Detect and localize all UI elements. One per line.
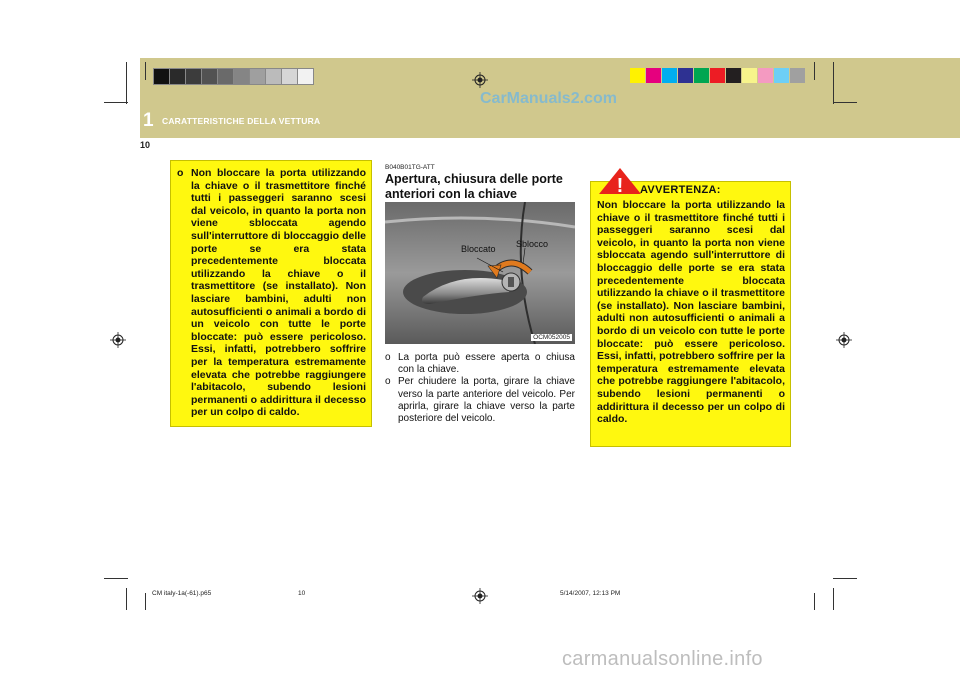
caution-box: [170, 160, 372, 427]
gray-swatch: [217, 68, 234, 85]
color-swatch: [774, 68, 789, 83]
color-swatch: [710, 68, 725, 83]
gray-swatch: [297, 68, 314, 85]
bullet-marker: o: [385, 352, 391, 363]
color-swatch: [646, 68, 661, 83]
registration-mark-icon: [836, 332, 852, 348]
warning-icon: [598, 167, 642, 195]
gray-swatch: [185, 68, 202, 85]
gray-swatch: [265, 68, 282, 85]
warning-text: Non bloccare la porta utilizzando la chiave o il trasmettitore finché tutti i passeggeri saranno scesi dal veicolo, in quanto la porta non viene sbloccata agendo sull'interruttore di bloccaggio delle porte se era stata precedentemente bloccata utilizzando la chiave o il trasmettitore (se installato). Non lasciare bambini, adulti non autosufficienti o animali a bordo di un veicolo con tutte le porte bloccate: può essere pericoloso. Essi, infatti, potrebbero soffrire per la temperatura estremamente elevata che potrebbe raggiungere l'abitacolo, subendo lesioni permanenti o addirittura il decesso per un colpo di caldo.: [597, 199, 785, 426]
color-swatch: [678, 68, 693, 83]
gray-swatch: [281, 68, 298, 85]
section-title: Apertura, chiusura delle porte anteriori con la chiave: [385, 172, 563, 201]
warning-box: [590, 181, 791, 447]
color-swatch: [758, 68, 773, 83]
site-watermark-link[interactable]: carmanualsonline.info: [562, 648, 763, 670]
list-item-text: Per chiudere la porta, girare la chiave verso la parte anteriore del veicolo. Per aprirla, girare la chiave verso la parte posteriore del veicolo.: [398, 376, 575, 425]
bullet-marker: o: [177, 167, 184, 179]
photo-code: OCM052005: [533, 334, 570, 341]
caution-text: Non bloccare la porta utilizzando la chiave o il trasmettitore finché tutti i passeggeri saranno scesi dal veicolo, in quanto la porta non viene sbloccata agendo sull'interruttore di bloccaggio delle porte se era stata precedentemente bloccata utilizzando la chiave o il trasmettitore (se installato). Non lasciare bambini, adulti non autosufficienti o animali a bordo di un veicolo con tutte le porte bloccate: può essere pericoloso. Essi, infatti, potrebbero soffrire per la temperatura estremamente elevata che potrebbe raggiungere l'abitacolo, subendo lesioni permanenti o addirittura il decesso per un colpo di caldo.: [191, 167, 366, 419]
instructions-list: [385, 352, 575, 425]
label-unlocked: Sblocco: [516, 239, 549, 249]
color-swatch: [726, 68, 741, 83]
gray-swatch: [169, 68, 186, 85]
color-swatch: [694, 68, 709, 83]
chapter-title: CARATTERISTICHE DELLA VETTURA: [162, 116, 321, 126]
footer-file-name: CM italy-1a(-61).p65: [152, 590, 212, 597]
page-number: 10: [140, 140, 151, 150]
bullet-marker: o: [385, 376, 391, 388]
color-swatch: [630, 68, 645, 83]
watermark-link[interactable]: CarManuals2.com: [480, 90, 617, 107]
gray-swatch: [233, 68, 250, 85]
warning-title: AVVERTENZA:: [640, 184, 721, 196]
door-handle-photo: [385, 202, 575, 344]
list-item-text: La porta può essere aperta o chiusa con la chiave.: [398, 352, 575, 376]
door-handle-illustration: [385, 202, 575, 344]
gray-swatch: [249, 68, 266, 85]
gray-swatch: [153, 68, 170, 85]
color-swatch: [790, 68, 805, 83]
registration-mark-icon: [472, 588, 488, 604]
label-locked: Bloccato: [461, 244, 496, 254]
color-swatch: [742, 68, 757, 83]
footer-page-number: 10: [298, 590, 306, 597]
footer-date: 5/14/2007, 12:13 PM: [560, 590, 621, 597]
gray-swatch: [201, 68, 218, 85]
warning-icon-glyph: !: [616, 175, 624, 195]
list-item: [385, 352, 575, 376]
color-swatch: [662, 68, 677, 83]
registration-mark-icon: [472, 72, 488, 88]
section-code: B040B01TG-ATT: [385, 164, 435, 171]
registration-mark-icon: [110, 332, 126, 348]
list-item: [385, 376, 575, 425]
chapter-number: 1: [143, 110, 154, 131]
